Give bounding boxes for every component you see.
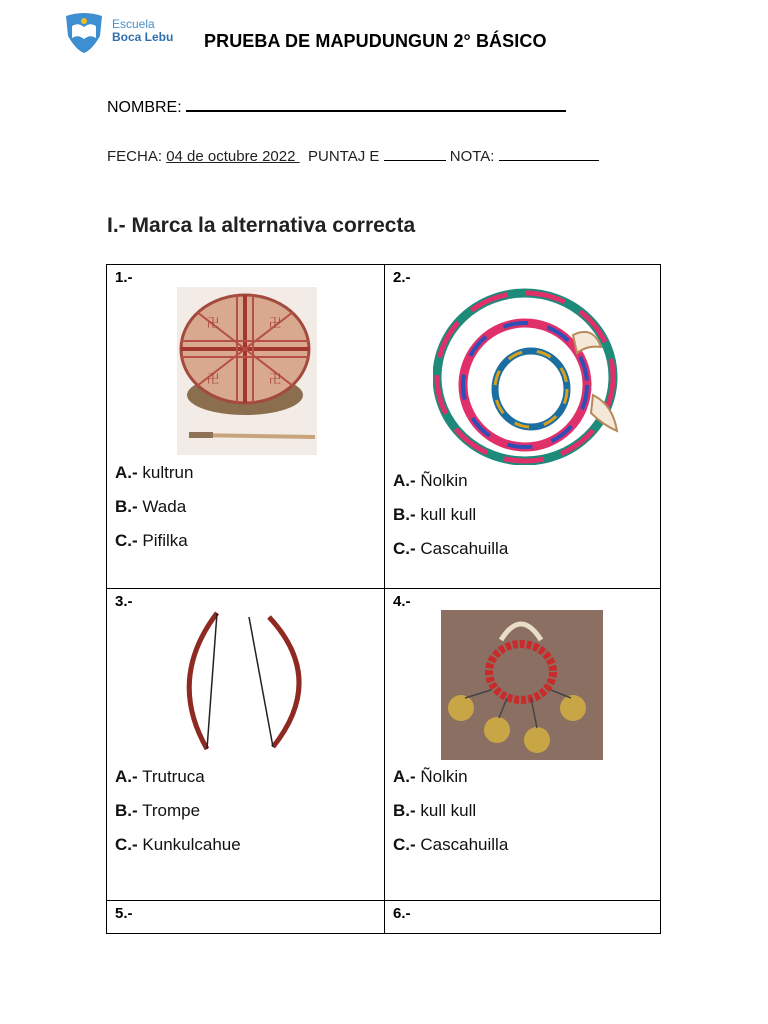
svg-text:卍: 卍 <box>207 372 220 386</box>
puntaje-input-line[interactable] <box>384 148 446 161</box>
nombre-label: NOMBRE: <box>107 99 182 116</box>
option-letter: C.- <box>393 835 416 854</box>
school-name <box>112 18 173 44</box>
nolkin-headband-image <box>433 285 623 465</box>
option-text: Wada <box>137 497 187 516</box>
cascahuilla-bells-image <box>441 610 603 760</box>
section-title: I.- Marca la alternativa correcta <box>107 214 416 237</box>
option-b[interactable] <box>115 801 200 821</box>
option-text: Pifilka <box>137 531 188 550</box>
question-number: 4.- <box>393 593 411 610</box>
date-score-row <box>107 148 599 165</box>
option-c[interactable] <box>115 835 241 855</box>
question-4 <box>384 588 661 901</box>
kultrun-drum-image <box>177 287 317 455</box>
option-text: kull kull <box>415 801 477 820</box>
puntaje-label: PUNTAJ E <box>307 148 380 165</box>
option-text: Trutruca <box>137 767 205 786</box>
question-number: 2.- <box>393 269 411 286</box>
svg-text:卍: 卍 <box>269 372 282 386</box>
svg-text:卍: 卍 <box>207 316 220 330</box>
question-number: 5.- <box>115 905 133 922</box>
question-5 <box>106 900 385 934</box>
shield-icon <box>62 12 106 54</box>
option-letter: A.- <box>115 767 138 786</box>
option-text: Trompe <box>137 801 201 820</box>
fecha-value: 04 de octubre 2022 <box>166 148 300 165</box>
option-c[interactable] <box>393 539 508 559</box>
option-b[interactable] <box>115 497 186 517</box>
question-1 <box>106 264 385 589</box>
option-text: kultrun <box>137 463 194 482</box>
school-name-line2: Boca Lebu <box>112 30 174 44</box>
option-c[interactable] <box>115 531 188 551</box>
school-name-line1: Escuela <box>112 17 155 31</box>
nota-input-line[interactable] <box>499 148 599 161</box>
name-field <box>107 96 566 117</box>
option-text: kull kull <box>415 505 477 524</box>
option-a[interactable] <box>115 767 205 787</box>
option-text: Cascahuilla <box>415 835 509 854</box>
option-letter: B.- <box>393 801 416 820</box>
question-3 <box>106 588 385 901</box>
option-letter: B.- <box>115 497 138 516</box>
page-title: PRUEBA DE MAPUDUNGUN 2° BÁSICO <box>204 31 547 51</box>
option-a[interactable] <box>393 471 468 491</box>
fecha-label: FECHA: <box>107 148 163 165</box>
option-text: Ñolkin <box>415 471 468 490</box>
question-2 <box>384 264 661 589</box>
option-letter: A.- <box>115 463 138 482</box>
question-6 <box>384 900 661 934</box>
kunkulcahue-bow-image <box>177 609 317 759</box>
nota-label: NOTA: <box>449 148 495 165</box>
option-b[interactable] <box>393 801 476 821</box>
option-text: Ñolkin <box>415 767 468 786</box>
option-a[interactable] <box>115 463 193 483</box>
option-letter: B.- <box>393 505 416 524</box>
question-number: 6.- <box>393 905 411 922</box>
question-number: 1.- <box>115 269 133 286</box>
option-letter: C.- <box>115 531 138 550</box>
option-text: Cascahuilla <box>415 539 509 558</box>
svg-text:卍: 卍 <box>269 316 282 330</box>
option-text: Kunkulcahue <box>137 835 241 854</box>
school-logo <box>62 12 182 56</box>
option-letter: B.- <box>115 801 138 820</box>
question-number: 3.- <box>115 593 133 610</box>
option-letter: A.- <box>393 767 416 786</box>
option-letter: C.- <box>393 539 416 558</box>
option-a[interactable] <box>393 767 468 787</box>
option-letter: C.- <box>115 835 138 854</box>
option-letter: A.- <box>393 471 416 490</box>
option-c[interactable] <box>393 835 508 855</box>
option-b[interactable] <box>393 505 476 525</box>
name-input-line[interactable] <box>186 96 566 112</box>
